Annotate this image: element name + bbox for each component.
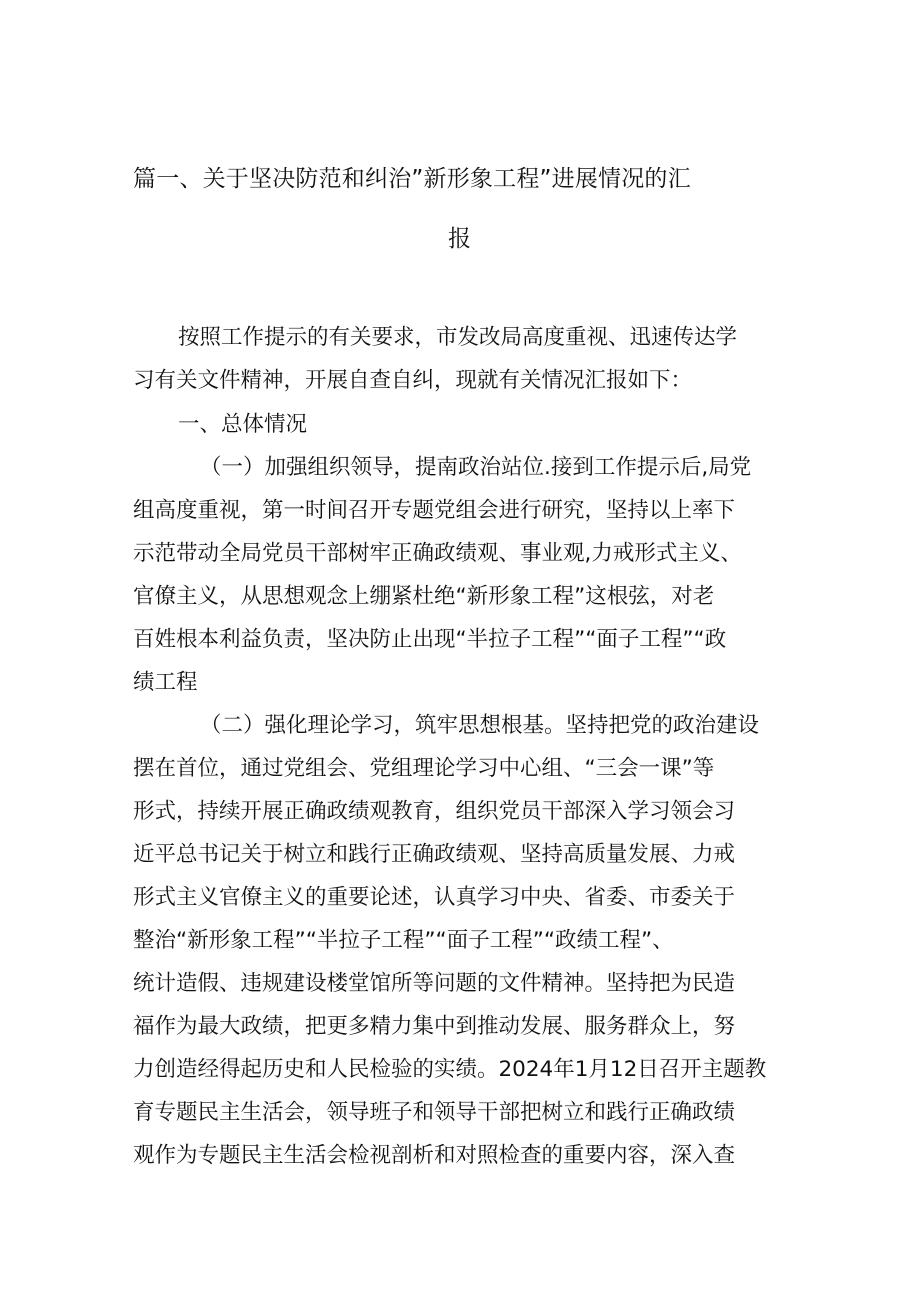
document-title-line-1: 篇一、关于坚决防范和纠治”新形象工程”进展情况的汇 (133, 166, 691, 192)
body-line: 绩工程 (133, 670, 198, 695)
body-line: 统计造假、违规建设楼堂馆所等问题的文件精神。坚持把为民造 (133, 971, 736, 996)
body-line: 组高度重视，第一时间召开专题党组会进行研究，坚持以上率下 (133, 498, 736, 523)
body-line: （二）强化理论学习，筑牢思想根基。坚持把党的政治建设 (200, 713, 760, 738)
body-line: 形式主义官僚主义的重要论述，认真学习中央、省委、市委关于 (133, 885, 736, 910)
body-line: 力创造经得起历史和人民检验的实绩。2024年1月12日召开主题教 (133, 1057, 767, 1082)
body-line: 摆在首位，通过党组会、党组理论学习中心组、“三会一课”等 (133, 756, 715, 781)
document-title-line-2: 报 (448, 226, 471, 252)
body-line: 观作为专题民主生活会检视剖析和对照检查的重要内容，深入查 (133, 1143, 736, 1168)
section-heading: 一、总体情况 (178, 412, 308, 437)
body-line: 官僚主义，从思想观念上绷紧杜绝“新形象工程”这根弦，对老 (133, 584, 715, 609)
body-line: （一）加强组织领导，提南政治站位.接到工作提示后,局党 (200, 455, 752, 480)
body-line: 习有关文件精神，开展自查自纠，现就有关情况汇报如下： (133, 368, 693, 393)
body-line: 育专题民主生活会，领导班子和领导干部把树立和践行正确政绩 (133, 1100, 736, 1125)
body-line: 按照工作提示的有关要求，市发改局高度重视、迅速传达学 (178, 325, 738, 350)
body-line: 示范带动全局党员干部树牢正确政绩观、事业观,力戒形式主义、 (133, 541, 742, 566)
body-line: 福作为最大政绩，把更多精力集中到推动发展、服务群众上，努 (133, 1014, 736, 1039)
body-line: 整治“新形象工程”“半拉子工程”“面子工程”“政绩工程”、 (133, 928, 674, 953)
body-line: 形式，持续开展正确政绩观教育，组织党员干部深入学习领会习 (133, 799, 736, 824)
body-line: 近平总书记关于树立和践行正确政绩观、坚持高质量发展、力戒 (133, 842, 736, 867)
body-line: 百姓根本利益负责，坚决防止出现“半拉子工程”“面子工程”“政 (133, 627, 727, 652)
